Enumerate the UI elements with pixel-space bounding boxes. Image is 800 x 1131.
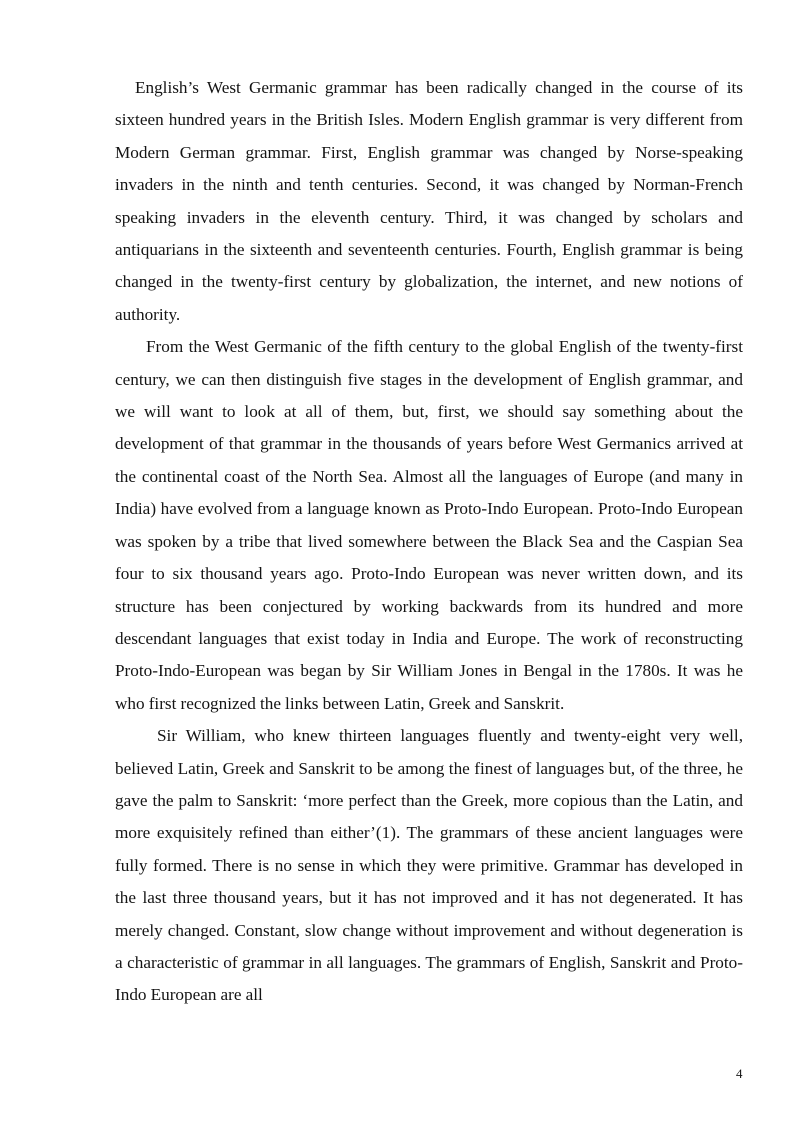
page-number: 4: [736, 1066, 743, 1081]
paragraph-3: Sir William, who knew thirteen languages fluently and twenty-eight very well, believed Latin, Greek and Sanskrit to be among the finest of languages but, of the three, he gave the palm to Sanskrit: ‘more perfect than the Greek, more copious than the Latin, and more exquisitely refined than either’(1). The grammars of these ancient languages were fully formed. There is no sense in which they were primitive. Grammar has developed in the last three thousand years, but it has not improved and it has not degenerated. It has merely changed. Constant, slow change without improvement and without degeneration is a characteristic of grammar in all languages. The grammars of English, Sanskrit and Proto-Indo European are all: [115, 726, 743, 1005]
paragraph-2: From the West Germanic of the fifth century to the global English of the twenty-first century, we can then distinguish five stages in the development of English grammar, and we will want to look at all of them, but, first, we should say something about the development of that grammar in the thousands of years before West Germanics arrived at the continental coast of the North Sea. Almost all the languages of Europe (and many in India) have evolved from a language known as Proto-Indo European. Proto-Indo European was spoken by a tribe that lived somewhere between the Black Sea and the Caspian Sea four to six thousand years ago. Proto-Indo European was never written down, and its structure has been conjectured by working backwards from its hundred and more descendant languages that exist today in India and Europe. The work of reconstructing Proto-Indo-European was began by Sir William Jones in Bengal in the 1780s. It was he who first recognized the links between Latin, Greek and Sanskrit.: [115, 337, 743, 713]
body-text: [115, 72, 743, 1012]
paragraph-1: English’s West Germanic grammar has been radically changed in the course of its sixteen hundred years in the British Isles. Modern English grammar is very different from Modern German grammar. First, English grammar was changed by Norse-speaking invaders in the ninth and tenth centuries. Second, it was changed by Norman-French speaking invaders in the eleventh century. Third, it was changed by scholars and antiquarians in the sixteenth and seventeenth centuries. Fourth, English grammar is being changed in the twenty-first century by globalization, the internet, and new notions of authority.: [115, 78, 743, 324]
